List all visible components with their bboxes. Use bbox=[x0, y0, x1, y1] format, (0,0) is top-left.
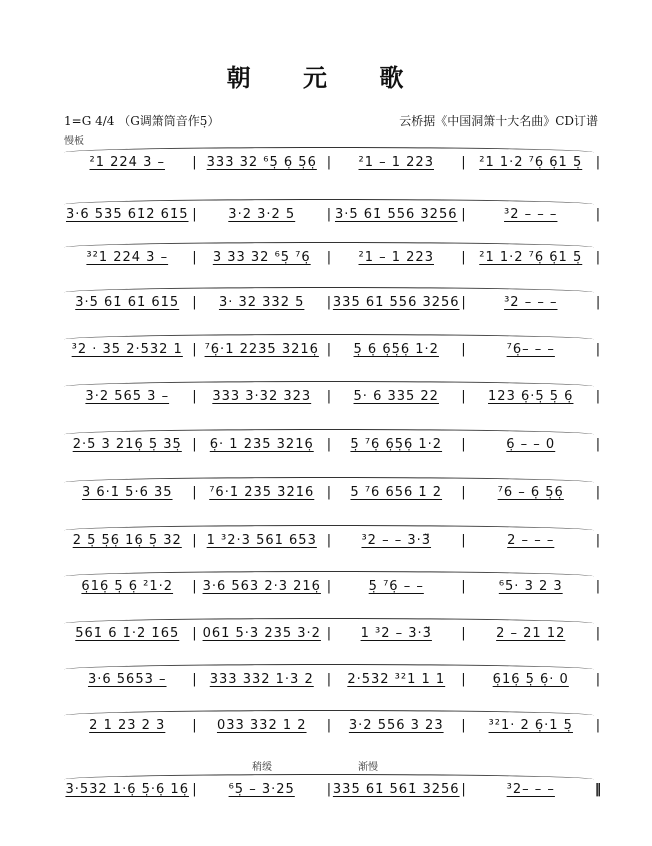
measure: 3·2 3·2 5 bbox=[228, 207, 296, 222]
measure: ²1 1·2 ⁷6̣ 6̣1 5̣ bbox=[479, 155, 583, 170]
measure: 2 – – – bbox=[507, 533, 555, 548]
barline bbox=[594, 155, 602, 170]
barline bbox=[460, 579, 468, 594]
score-line bbox=[64, 437, 602, 452]
measure: 2 5̣ 5̣6̣ 16̣ 5̣ 32 bbox=[72, 533, 182, 548]
barline bbox=[594, 718, 602, 733]
measure: 033 332 1 2 bbox=[216, 718, 307, 733]
score-line bbox=[64, 155, 602, 170]
barline bbox=[325, 437, 333, 452]
barline bbox=[191, 437, 199, 452]
measure: ⁶5· 3 2 3 bbox=[498, 579, 563, 594]
measure: 123 6̣·5̣ 5̣ 6̣ bbox=[488, 389, 574, 404]
barline bbox=[191, 579, 199, 594]
measure: ²1 – 1 223 bbox=[358, 155, 434, 170]
barline bbox=[594, 533, 602, 548]
barline bbox=[594, 207, 602, 222]
score-line bbox=[64, 718, 602, 733]
measure: ³2 – – – bbox=[504, 207, 558, 222]
barline bbox=[191, 718, 199, 733]
barline bbox=[191, 626, 199, 641]
measure: 333 332 1·3 2 bbox=[209, 672, 314, 687]
measure: 2 – 21 12 bbox=[496, 626, 566, 641]
measure: ³2 – – 3·3̈ bbox=[361, 533, 432, 548]
measure: ³2– – – bbox=[506, 782, 555, 797]
barline bbox=[460, 437, 468, 452]
measure: ⁶5̣ – 3·25 bbox=[228, 782, 295, 797]
source-note: 云桥据《中国洞箫十大名曲》CD订谱 bbox=[399, 114, 598, 128]
score-line bbox=[64, 533, 602, 548]
measure: ³²1 224 3 – bbox=[86, 250, 169, 265]
barline bbox=[325, 579, 333, 594]
barline bbox=[325, 626, 333, 641]
barline bbox=[460, 626, 468, 641]
score-line bbox=[64, 672, 602, 687]
barline bbox=[460, 207, 468, 222]
barline bbox=[460, 672, 468, 687]
measure: ⁷6̣– – – bbox=[506, 342, 555, 357]
measure: ³²1· 2 6̣·1 5̣ bbox=[488, 718, 573, 733]
measure: ³2 · 35 2·532 1 bbox=[71, 342, 183, 357]
measure: 335 61̇ 561̇ 3256 bbox=[332, 782, 460, 797]
barline bbox=[325, 155, 333, 170]
barline bbox=[594, 437, 602, 452]
key-signature: 1=G 4/4 （G调箫筒音作5̣） bbox=[64, 114, 220, 128]
barline bbox=[325, 250, 333, 265]
barline bbox=[325, 718, 333, 733]
barline bbox=[594, 389, 602, 404]
measure: 2·5 3 216̣ 5̣ 35̣ bbox=[72, 437, 182, 452]
measure: 5̣ 6̣ 6̣5̣6̣ 1·2 bbox=[353, 342, 439, 357]
page-title: 朝 元 歌 bbox=[226, 63, 426, 92]
measure: 561̇ 6 1̇·2̇ 1̇65 bbox=[75, 626, 180, 641]
barline bbox=[191, 342, 199, 357]
measure: 3· 32 332 5 bbox=[218, 295, 305, 310]
measure: 3·6 5653 – bbox=[87, 672, 167, 687]
barline bbox=[191, 207, 199, 222]
measure: 5̣ ⁷6̣ – – bbox=[368, 579, 424, 594]
measure: ²1 – 1 223 bbox=[358, 250, 434, 265]
barline bbox=[325, 295, 333, 310]
measure: 1 ³2 – 3·3̈ bbox=[360, 626, 432, 641]
measure: 3·2 565 3 – bbox=[85, 389, 170, 404]
score-line bbox=[64, 342, 602, 357]
barline bbox=[594, 782, 602, 797]
tempo-mark: 慢板 bbox=[64, 136, 84, 147]
measure: ²1 1·2 ⁷6̣ 6̣1 5̣ bbox=[479, 250, 583, 265]
barline bbox=[594, 342, 602, 357]
measure: 1 ³2·3 561̇ 653 bbox=[206, 533, 317, 548]
barline bbox=[325, 207, 333, 222]
measure: 3·6 563 2·3 216̣ bbox=[202, 579, 321, 594]
barline bbox=[594, 485, 602, 500]
measure: 3·532 1·6̣ 5̣·6̣ 16̣ bbox=[65, 782, 189, 797]
barline bbox=[594, 579, 602, 594]
expression-mark: 稍缓 bbox=[252, 762, 272, 773]
barline bbox=[460, 718, 468, 733]
expression-mark: 渐慢 bbox=[358, 762, 378, 773]
barline bbox=[460, 782, 468, 797]
measure: 6̣· 1 235 3216̣ bbox=[209, 437, 314, 452]
barline bbox=[190, 295, 198, 310]
barline bbox=[325, 342, 333, 357]
measure: 3 6·1̇ 5·6 35 bbox=[81, 485, 173, 500]
barline bbox=[460, 155, 468, 170]
barline bbox=[460, 342, 468, 357]
measure: 333 32 ⁶5̣ 6̣ 5̣6̣ bbox=[206, 155, 317, 170]
barline bbox=[190, 782, 198, 797]
barline bbox=[191, 250, 199, 265]
measure: ²1 224 3 – bbox=[89, 155, 165, 170]
barline bbox=[460, 389, 468, 404]
measure: ⁷6̣·1 2235 3216̣ bbox=[204, 342, 319, 357]
barline bbox=[191, 155, 199, 170]
measure: 333 3·32 323 bbox=[212, 389, 312, 404]
measure: 3·5 61̇ 61̇ 61̇5 bbox=[75, 295, 180, 310]
barline bbox=[460, 250, 468, 265]
measure: ⁷6 – 6̣ 5̣6̣ bbox=[497, 485, 564, 500]
measure: 2·532 ³²1 1 1 bbox=[347, 672, 446, 687]
score-line bbox=[64, 207, 602, 222]
barline bbox=[325, 533, 333, 548]
barline bbox=[325, 485, 333, 500]
measure: 5· 6 335 22 bbox=[353, 389, 439, 404]
measure: 2 1 23 2 3 bbox=[89, 718, 166, 733]
barline bbox=[191, 389, 199, 404]
barline bbox=[191, 485, 199, 500]
barline bbox=[325, 782, 333, 797]
score-line bbox=[64, 626, 602, 641]
score-line bbox=[64, 579, 602, 594]
measure: 3 33 32 ⁶5̣ ⁷6̣ bbox=[212, 250, 311, 265]
barline bbox=[460, 295, 468, 310]
measure: 6̣16̣ 5̣ 6̣· 0 bbox=[492, 672, 569, 687]
barline bbox=[325, 672, 333, 687]
measure: 335 61̇ 556 3256 bbox=[332, 295, 460, 310]
measure: 6̣16̣ 5̣ 6̣ ²1·2 bbox=[81, 579, 174, 594]
barline bbox=[460, 533, 468, 548]
barline bbox=[594, 626, 602, 641]
barline bbox=[594, 250, 602, 265]
barline bbox=[191, 672, 199, 687]
measure: 6̣ – – 0 bbox=[506, 437, 556, 452]
score-line bbox=[64, 389, 602, 404]
measure: 3·6 535 61̇2̇ 61̇5 bbox=[65, 207, 189, 222]
measure: 5 ⁷6 656 1̇ 2̇ bbox=[350, 485, 443, 500]
measure: 3·2 556 3 23 bbox=[348, 718, 444, 733]
barline bbox=[191, 533, 199, 548]
measure: 061̇ 5·3 235 3·2 bbox=[202, 626, 321, 641]
score-line bbox=[64, 295, 602, 310]
barline bbox=[460, 485, 468, 500]
measure: 3·5 61̇ 556 3256 bbox=[334, 207, 458, 222]
measure: 5̣ ⁷6̣ 6̣5̣6̣ 1·2 bbox=[350, 437, 443, 452]
score-line bbox=[64, 782, 602, 797]
barline bbox=[325, 389, 333, 404]
score-line bbox=[64, 250, 602, 265]
barline bbox=[594, 295, 602, 310]
measure: ⁷6·1̇ 2̇3̇5̇ 3̇2̇1̇6 bbox=[209, 485, 315, 500]
barline bbox=[594, 672, 602, 687]
measure: ³2 – – – bbox=[504, 295, 558, 310]
score-line bbox=[64, 485, 602, 500]
